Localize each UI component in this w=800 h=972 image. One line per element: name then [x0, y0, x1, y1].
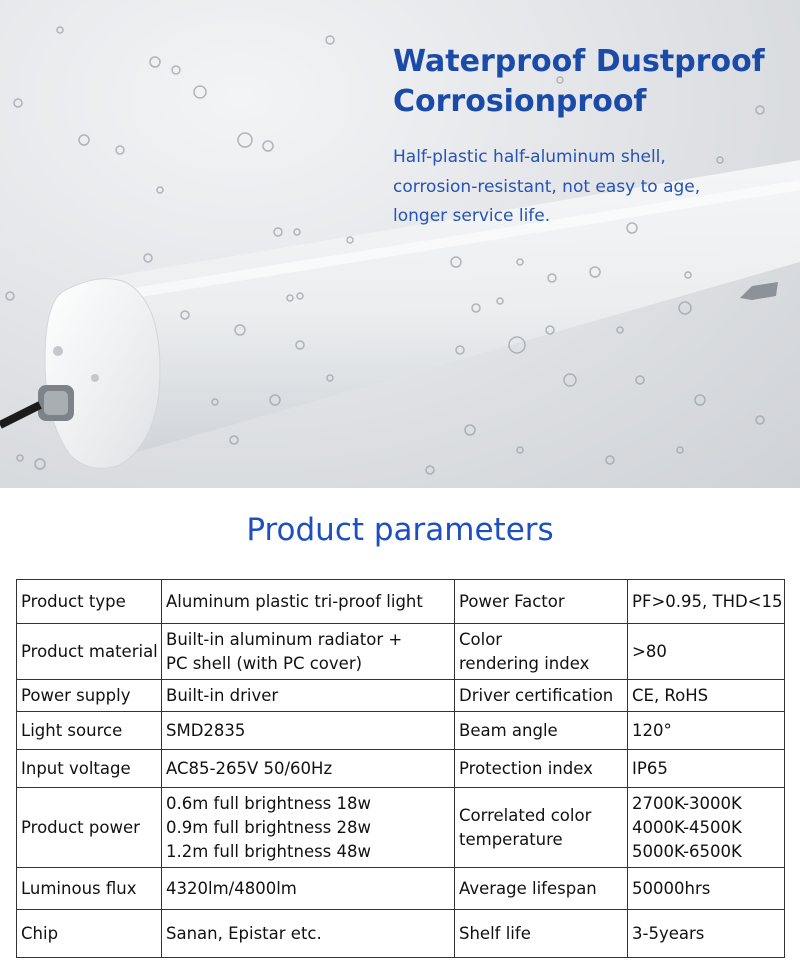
param-value-line: 0.9m full brightness 28w	[166, 817, 372, 837]
param-value	[162, 788, 455, 868]
param-value	[628, 624, 785, 680]
param-label	[455, 788, 628, 868]
section-title: Product parameters	[246, 512, 554, 548]
param-value-line: 4000K-4500K	[632, 817, 742, 837]
param-label	[17, 868, 162, 910]
hero-description-line: corrosion-resistant, not easy to age,	[393, 176, 701, 197]
param-value-line: SMD2835	[166, 720, 246, 740]
param-label-line: Input voltage	[21, 758, 131, 778]
table-row	[17, 712, 785, 750]
hero-description-line: longer service life.	[393, 206, 551, 226]
param-label	[455, 868, 628, 910]
param-label-line: Power supply	[21, 685, 131, 705]
param-label-line: Product type	[21, 591, 126, 611]
param-value-line: 5000K-6500K	[632, 841, 742, 861]
param-value-line: 0.6m full brightness 18w	[166, 793, 372, 813]
param-value	[162, 680, 455, 712]
param-label-line: Driver certification	[459, 685, 614, 705]
param-value-line: Built-in aluminum radiator +	[166, 629, 403, 649]
param-label	[17, 750, 162, 788]
param-value	[628, 680, 785, 712]
param-value	[628, 712, 785, 750]
param-value	[162, 910, 455, 958]
table-row	[17, 624, 785, 680]
param-label-line: Protection index	[459, 758, 593, 778]
param-label	[455, 680, 628, 712]
param-value-line: 4320lm/4800lm	[166, 878, 297, 898]
param-value	[162, 580, 455, 624]
param-label	[455, 750, 628, 788]
param-value-line: >80	[632, 641, 667, 661]
product-parameters-table	[16, 579, 785, 958]
param-label-line: Shelf life	[459, 923, 531, 943]
param-label-line: Power Factor	[459, 591, 565, 611]
hero-title	[393, 42, 765, 122]
param-value	[628, 750, 785, 788]
param-label-line: Beam angle	[459, 720, 558, 740]
param-value-line: IP65	[632, 758, 668, 778]
hero-description	[393, 143, 700, 232]
param-value-line: PC shell (with PC cover)	[166, 653, 363, 673]
param-value-line: 2700K-3000K	[632, 793, 742, 813]
param-label-line: Luminous flux	[21, 878, 137, 898]
table-row	[17, 580, 785, 624]
param-label	[17, 580, 162, 624]
param-label-line: Correlated color	[459, 805, 592, 825]
param-label	[455, 580, 628, 624]
param-label	[17, 712, 162, 750]
table-row	[17, 868, 785, 910]
param-value	[628, 580, 785, 624]
param-value-line: 1.2m full brightness 48w	[166, 841, 372, 861]
param-label	[17, 788, 162, 868]
hero-title-line: Corrosionproof	[393, 84, 647, 119]
param-label	[455, 624, 628, 680]
param-label-line: Chip	[21, 923, 59, 943]
param-value	[628, 868, 785, 910]
param-label-line: rendering index	[459, 653, 590, 673]
param-value-line: CE, RoHS	[632, 685, 709, 705]
param-value-line: Built-in driver	[166, 685, 279, 705]
param-value	[162, 624, 455, 680]
table-row	[17, 750, 785, 788]
table-row	[17, 680, 785, 712]
param-label-line: Average lifespan	[459, 878, 597, 898]
param-label	[17, 624, 162, 680]
param-value	[162, 750, 455, 788]
table-row	[17, 910, 785, 958]
param-label	[17, 910, 162, 958]
param-label-line: temperature	[459, 829, 563, 849]
param-label	[455, 712, 628, 750]
param-value	[162, 712, 455, 750]
param-value	[162, 868, 455, 910]
param-label-line: Light source	[21, 720, 123, 740]
param-value-line: 50000hrs	[632, 878, 711, 898]
param-label-line: Product material	[21, 641, 158, 661]
param-value-line: 3-5years	[632, 923, 705, 943]
table-row	[17, 788, 785, 868]
param-value-line: Aluminum plastic tri-proof light	[166, 591, 423, 611]
param-value-line: PF>0.95, THD<15	[632, 591, 783, 611]
param-value-line: AC85-265V 50/60Hz	[166, 758, 333, 778]
param-value-line: 120°	[632, 720, 672, 740]
param-label	[17, 680, 162, 712]
param-value-line: Sanan, Epistar etc.	[166, 923, 322, 943]
hero-description-line: Half-plastic half-aluminum shell,	[393, 147, 666, 167]
param-label-line: Color	[459, 629, 503, 649]
param-label	[455, 910, 628, 958]
param-value	[628, 910, 785, 958]
param-value	[628, 788, 785, 868]
param-label-line: Product power	[21, 817, 140, 837]
hero-title-line: Waterproof Dustproof	[393, 44, 765, 79]
